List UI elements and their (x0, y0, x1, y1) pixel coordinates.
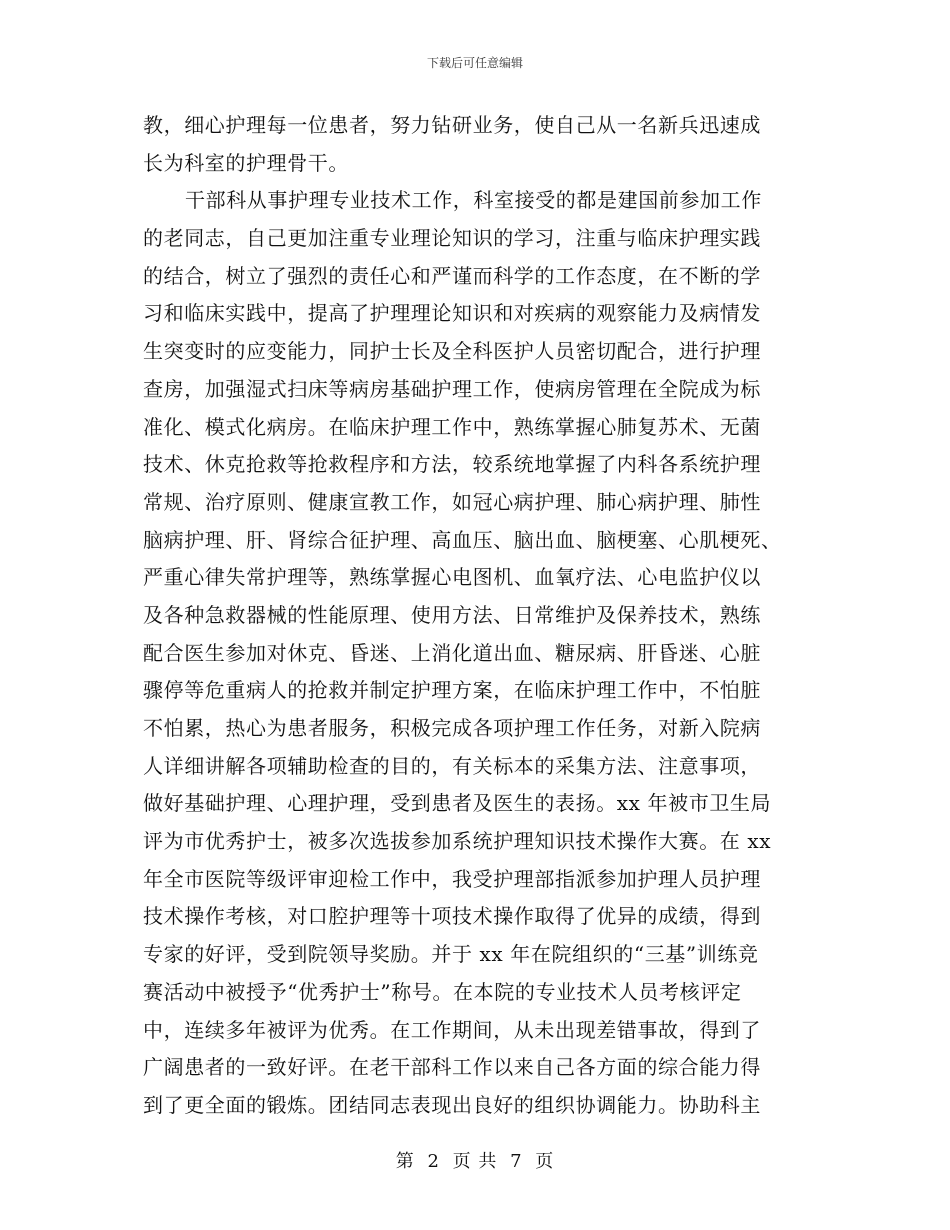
body-line: 配合医生参加对休克、昏迷、上消化道出血、糖尿病、肝昏迷、心脏 (143, 640, 761, 665)
body-line: 赛活动中被授予“优秀护士”称号。在本院的专业技术人员考核评定 (143, 979, 742, 1004)
footer-prefix: 第 (395, 1151, 415, 1172)
body-line: 技术操作考核，对口腔护理等十项技术操作取得了优异的成绩，得到 (143, 904, 761, 929)
body-line: 准化、模式化病房。在临床护理工作中，熟练掌握心肺复苏术、无菌 (143, 414, 761, 439)
body-line: 做好基础护理、心理护理，受到患者及医生的表扬。xx 年被市卫生局 (143, 791, 772, 816)
document-body (143, 107, 811, 1125)
body-line: 骤停等危重病人的抢救并制定护理方案，在临床护理工作中，不怕脏 (143, 678, 761, 703)
body-line: 人详细讲解各项辅助检查的目的，有关标本的采集方法、注意事项， (143, 753, 761, 778)
body-line: 中，连续多年被评为优秀。在工作期间，从未出现差错事故，得到了 (143, 1017, 761, 1042)
body-line: 年全市医院等级评审迎检工作中，我受护理部指派参加护理人员护理 (143, 866, 761, 891)
body-line: 的结合，树立了强烈的责任心和严谨而科学的工作态度，在不断的学 (143, 263, 761, 288)
body-line: 及各种急救器械的性能原理、使用方法、日常维护及保养技术，熟练 (143, 602, 761, 627)
body-line: 的老同志，自己更加注重专业理论知识的学习，注重与临床护理实践 (143, 226, 761, 251)
body-line: 常规、治疗原则、健康宣教工作，如冠心病护理、肺心病护理、肺性 (143, 489, 761, 514)
body-line: 专家的好评，受到院领导奖励。并于 xx 年在院组织的“三基”训练竞 (143, 942, 759, 967)
paragraph-start-line: 干部科从事护理专业技术工作，科室接受的都是建国前参加工作 (185, 188, 762, 213)
body-line: 长为科室的护理骨干。 (143, 150, 349, 175)
footer-middle: 页 共 (452, 1151, 498, 1172)
body-line: 技术、休克抢救等抢救程序和方法，较系统地掌握了内科各系统护理 (143, 452, 761, 477)
body-line: 不怕累，热心为患者服务，积极完成各项护理工作任务，对新入院病 (143, 716, 761, 740)
current-page-number: 2 (427, 1151, 440, 1172)
body-line: 教，细心护理每一位患者，努力钻研业务，使自己从一名新兵迅速成 (143, 113, 761, 137)
body-line: 严重心律失常护理等，熟练掌握心电图机、血氧疗法、心电监护仪以 (143, 565, 761, 590)
body-line: 查房，加强湿式扫床等病房基础护理工作，使病房管理在全院成为标 (143, 376, 761, 401)
body-line: 广阔患者的一致好评。在老干部科工作以来自己各方面的综合能力得 (143, 1055, 761, 1080)
body-line: 生突变时的应变能力，同护士长及全科医护人员密切配合，进行护理 (143, 339, 761, 364)
body-line: 到了更全面的锻炼。团结同志表现出良好的组织协调能力。协助科主 (143, 1092, 761, 1117)
page-footer (0, 1147, 950, 1173)
body-line: 习和临床实践中，提高了护理理论知识和对疾病的观察能力及病情发 (143, 301, 761, 326)
body-line: 评为市优秀护士，被多次选拔参加系统护理知识技术操作大赛。在 xx (143, 829, 772, 854)
page-header (0, 54, 950, 71)
header-text: 下载后可任意编辑 (426, 56, 523, 70)
total-page-count: 7 (510, 1151, 523, 1172)
body-line: 脑病护理、肝、肾综合征护理、高血压、脑出血、脑梗塞、心肌梗死、 (143, 527, 782, 552)
footer-suffix: 页 (535, 1151, 555, 1172)
